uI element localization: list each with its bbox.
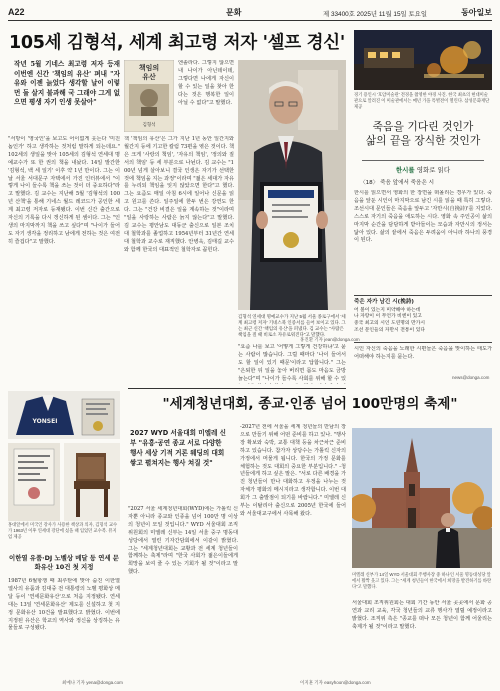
masthead: 동아일보 <box>461 8 492 17</box>
book-title-line-1: 책임의 <box>138 64 160 72</box>
main-body-col-1: "서방이 '영국인'을 보고도 어이없게 웃는다 '미친 놈인가' 하고 생각하는 것처럼 말하게 되는데요." 102세의 생일을 맞아 105세의 김형석 연세대 명예교수가 또 한 권의 책을 내놨다. 14일 발간한 '김형석, 백 세 일기' 이후 약 1년 만이다. 그는 이날 서울 서대문구 자택에서 가진 인터뷰에서 "이렇게 나이 들수록 책을 쓰는 것이 더 중요하다"라고 말했다. 김 교수는 지난해 5월 '김형석의 100년 산책'을 통해 기네스 월드 레코드가 공인한 세계 최고령 저자로 등재됐다. 이번 신간 출간으로 자신의 기록을 다시 갱신하게 된 셈이다. 그는 "인생의 마지막까지 책을 쓰고 싶다"며 "나이가 들어도 자기 생각을 정리하고 남에게 전하는 것은 여전히 즐겁다"고 말했다. <box>8 136 120 245</box>
poem-line: 조선 문인들의 자만시 전통이 있다 <box>354 327 425 333</box>
lower-left-caption: 홍대앞에서 미국인 강사가 사용한 책상과 의자, 김형석 교수가 1963년 이후 연세대 강단에 섰을 때 입었던 교수복. 뮤지엄 제공 <box>8 522 118 539</box>
lower-left-body: 1987년 6월항쟁 때 최루탄에 맞아 숨진 이한열 열사의 유품과 김대중 전 대통령의 노벨 평화상 메달 등이 '연세문화유산'으로 처음 지정됐다. 연세대는 13일 '연세문화유산' 제도를 신설하고 첫 지정 문화유산 10건을 발표했다고 밝혔다. 이번에 지정된 유산은 학교의 역사와 정신을 상징하는 유물들로 구성됐다. <box>8 578 120 632</box>
lower-lede: 2027 WYD 서울대회 미엘레 신부 "유흥·공연 종교 서로 다양한 행사 세상 기적 거론 웨딩의 대회 쌓고 펼쳐지는 행사 쳐질 것" <box>130 429 227 467</box>
jacket-text: YONSEI <box>32 418 58 425</box>
lower-body-col-3: 서울대회 조직위원회는 대회 기간 동안 서울 곳곳에서 문화 공연과 교리 교육, 각국 청년들의 교류 행사가 열릴 예정이라고 밝혔다. 조직위 측은 "종교를 떠나 모든 청년이 함께 어울리는 축제가 될 것"이라고 말했다. <box>352 600 492 630</box>
book-title-line-2: 유산 <box>142 73 156 81</box>
night-photo-caption: 경기 용인시 '호암미술관' 전경을 촬영한 야경 사진. 한국 최초의 현대미술관으로 알려진 이 미술관에서는 매년 가을 특별전이 열린다. 삼성문화재단 제공 <box>354 92 490 109</box>
series-name: 한시를 <box>395 166 415 174</box>
issue-info: 제 33400호 2025년 11월 15일 토요일 <box>323 11 427 18</box>
poem-line: 중국 최고의 시인 도연명의 만가시 <box>354 321 425 327</box>
cathedral-caption: 미엘레 신부가 14일 WYD 서울대회 주행사장 중 하나인 서울 명동대성당 앞에서 활짝 웃고 있다. 그는 "세계 청년들이 한국에서 희망을 발견하기를 바란다"고 말했다. <box>352 572 492 589</box>
book-cover <box>124 60 174 132</box>
top-rule <box>8 20 492 21</box>
night-photo <box>354 30 492 90</box>
poem-title: 죽은 자가 남긴 시(挽詩) <box>354 299 414 305</box>
document-photo <box>8 443 60 521</box>
lower-headline: "세계청년대회, 종교·인종 넘어 100만명의 축제" <box>162 396 458 412</box>
section-label: 문화 <box>226 8 242 17</box>
series-rest: 영화로 읽다 <box>414 166 451 174</box>
book-author: 김형석 <box>142 123 156 128</box>
chair-photo <box>64 443 120 521</box>
page-number: A22 <box>8 7 25 17</box>
lower-left-headline: 이한열 유품·DJ 노벨상 메달 등 연세 문화유산 10건 첫 지정 <box>9 554 119 571</box>
jacket-photo <box>8 391 120 439</box>
kim-photo <box>238 60 346 310</box>
side-email: news@donga.com <box>452 375 490 380</box>
side-rule <box>362 160 484 161</box>
poem-box <box>354 295 492 343</box>
lower-left-byline: 최예나 기자 yena@donga.com <box>62 680 123 685</box>
lower-body-col-1: "2027 서울 세계청년대회(WYD)에는 가톨릭 신자뿐 아니라 종교와 인종을 넘어 100만 명 이상의 청년이 모일 것입니다." WYD 서울대회 조직위원회의 미엘레 신부는 14일 서울 중구 명동대성당에서 열린 기자간담회에서 이같이 밝혔다. 그는 "세계청년대회는 교황과 전 세계 청년들이 함께하는 축제"라며 "한국 사회가 젊은이들에게 희망을 보여 줄 수 있는 기회가 될 것"이라고 말했다. <box>128 506 238 576</box>
cathedral-photo <box>352 428 492 568</box>
lower-byline: 이지훈 기자 easyhoon@donga.com <box>300 680 371 685</box>
running-head <box>8 6 492 20</box>
body-text-top: 엔솔라다. 그렇지 않으면 내 나이가 아닌데이데, 그렇다면 나에게 자신이 할 수 있는 일을 찾아 한다는 것은 행복한 일이 아닐 수 없다"고 말했다. <box>178 60 234 106</box>
lower-rule <box>128 388 346 389</box>
kim-photo-credit: 홍진환 기자 jean@donga.com <box>300 337 360 342</box>
poem-line: 어 볼이 있는지 미약해야 하는데 <box>354 307 421 313</box>
main-body-col-2: 책 '책임의 유산'은 그가 지난 1년 동안 일간지와 월간지 등에 기고한 칼럼 73편을 엮은 것이다. 책은 크게 '사랑의 책임', '자유의 책임', '정의와 질서의 책임' 등 세 부분으로 나뉜다. 김 교수는 "100년 넘게 살아보니 결국 인생은 자기가 선택한 것에 책임을 지는 과정"이라며 "젊은 세대가 자유를 누리되 책임을 잊지 않았으면 한다"고 했다. 그는 요즘도 매일 아침 6시에 일어나 신문을 읽고 원고를 쓴다. 일주일에 한두 번은 강연도 한다. 그는 "건강 비결은 일을 계속하는 것"이라며 "일을 사랑하는 사람은 늙지 않는다"고 말했다. 김 교수는 평안남도 대동군 출신으로 일본 조치대 철학과를 졸업하고 1954년부터 31년간 연세대 철학과 교수로 재직했다. 안병욱, 김태길 교수와 함께 한국의 대표적인 철학자로 꼽힌다. <box>124 136 234 253</box>
main-headline: 105세 김형석, 세계 최고령 저자 '셀프 경신' <box>9 33 345 53</box>
side-series-title <box>354 165 492 174</box>
lower-body-col-2: -2027년 전에 서울을 세계 청년들의 만남의 장으로 만들기 위해 어떤 준비를 하고 있나. "행사장 확보와 숙박, 교통 대책 등을 차근차근 준비하고 있습니다. 참가자 상당수는 가톨릭 신자의 가정에서 머물게 됩니다. 한국의 가정 문화를 체험하는 것도 대회의 중요한 부분입니다." -청년들에게 하고 싶은 말은. "서로 다른 배경을 가진 청년들이 만나 대화하고 우정을 나누는 것 자체가 평화의 메시지라고 생각합니다. 이번 대회가 그 출발점이 되기를 바랍니다." 미엘레 신부는 이탈리아 출신으로 2005년 한국에 들어와 서울대교구에서 사목해 왔다. <box>240 424 346 517</box>
side-body-1: 한시를 읽으면서 영화의 한 장면을 떠올리는 경우가 있다. 죽음을 앞둔 시인이 마지막으로 남긴 시를 읽을 때 특히 그렇다. 조선시대 문인들은 죽음을 앞두고 '자만시(自挽詩)'를 지었다. 스스로 자기의 죽음을 애도하는 시다. 영화 속 주인공이 삶의 마지막 순간을 담담하게 받아들이는 모습과 자만시의 정서는 닮아 있다. 삶의 끝에서 죽음은 두려움이 아니라 하나의 풍경이 된다. <box>354 190 492 244</box>
main-body-col-3: "요즘 나를 보고 '어떻게 그렇게 건강하냐'고 묻는 사람이 많습니다. 그럴 때마다 '나이 들어서도 할 일이 있기 때문'이라고 답합니다." 그는 "은퇴한 뒤 일을 놓아 버리면 몸도 마음도 금방 늙는다"며 "나이가 들수록 사회를 위해 할 수 있 <box>238 344 346 382</box>
side-headline <box>354 120 492 158</box>
poem-line: 나 자랑이 이 무언가 비엔이 있고 <box>354 314 422 320</box>
side-headline-text: 죽음을 기다린 것인가 삶의 끝을 장식한 것인가 <box>365 120 481 147</box>
kim-photo-caption: 김형석 연세대 명예교수가 지난 5월 서울 종로구에서 '세계 최고령 저자' 기네스북 인증서를 들어 보이고 있다. 그는 최근 신간 '책임의 유산'을 펴냈다. 김 교수는 "사람은 책임을 질 때 비로소 자유로워진다"고 말했다. <box>238 314 346 337</box>
side-body-2: 시인 자신의 죽음을 노래한 시편들은 죽음을 맞이하는 태도가 어떠해야 하는지를 묻는다. <box>354 346 492 360</box>
side-subhead: 〈18〉 죽음 앞에서 죽음은 시 <box>360 180 435 186</box>
main-lede: 작년 5월 기네스 최고령 저자 등재 이번엔 신간 '책임의 유산' 펴내 "자유와 이젠 늙었다 생각할 날이 이렇 먼 둘 살지 불과해 국 그래야 그게 없으면 평생 자기 인생 못살아" <box>14 60 120 106</box>
